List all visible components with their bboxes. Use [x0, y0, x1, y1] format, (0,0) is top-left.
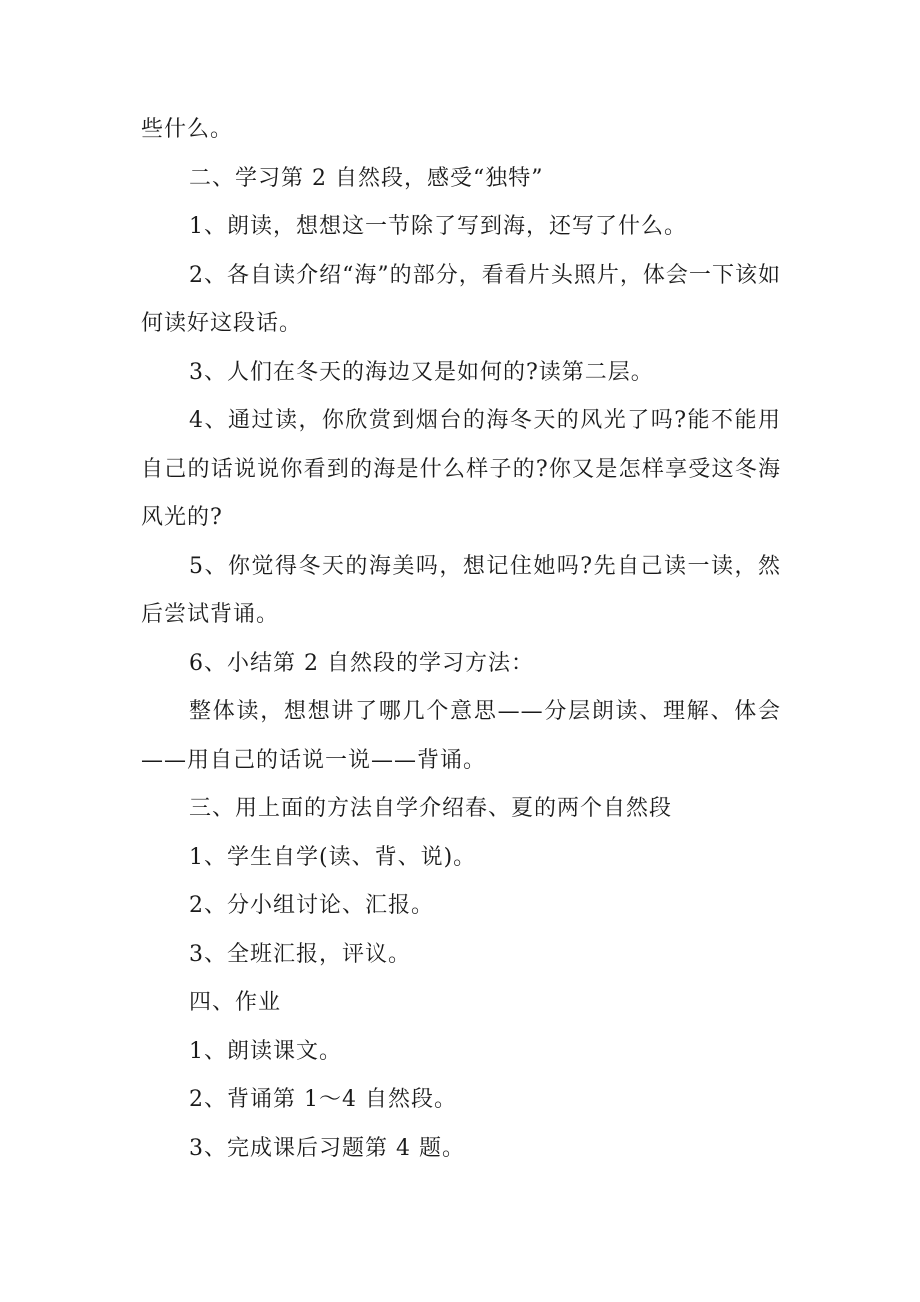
- list-item: 1、朗读课文。: [189, 1038, 342, 1064]
- section-heading-4: 四、作业: [189, 990, 282, 1015]
- list-item: 4、通过读，你欣赏到烟台的海冬天的风光了吗?能不能用自己的话说说你看到的海是什么样子的?你又是怎样享受这冬海风光的?: [141, 408, 781, 530]
- list-item: 1、朗读，想想这一节除了写到海，还写了什么。: [189, 214, 687, 239]
- list-item: 2、各自读介绍“海”的部分，看看片头照片，体会一下该如何读好这段话。: [141, 262, 781, 336]
- list-item: 2、背诵第 1～4 自然段。: [189, 1087, 457, 1112]
- list-item: 3、全班汇报，评议。: [189, 941, 411, 967]
- list-item: 5、你觉得冬天的海美吗，想记住她吗?先自己读一读，然后尝试背诵。: [141, 553, 781, 627]
- document-body: [141, 106, 781, 1173]
- list-item: 1、学生自学(读、背、说)。: [189, 844, 477, 870]
- summary-paragraph: 整体读，想想讲了哪几个意思——分层朗读、理解、体会——用自己的话说一说——背诵。: [141, 699, 781, 773]
- section-heading-2: 二、学习第 2 自然段，感受“独特”: [189, 165, 544, 191]
- list-item: 3、人们在冬天的海边又是如何的?读第二层。: [189, 359, 654, 385]
- list-item: 3、完成课后习题第 4 题。: [189, 1135, 465, 1161]
- paragraph-continuation: 些什么。: [141, 117, 234, 142]
- list-item: 6、小结第 2 自然段的学习方法：: [189, 650, 534, 676]
- section-heading-3: 三、用上面的方法自学介绍春、夏的两个自然段: [189, 796, 673, 821]
- list-item: 2、分小组讨论、汇报。: [189, 893, 434, 918]
